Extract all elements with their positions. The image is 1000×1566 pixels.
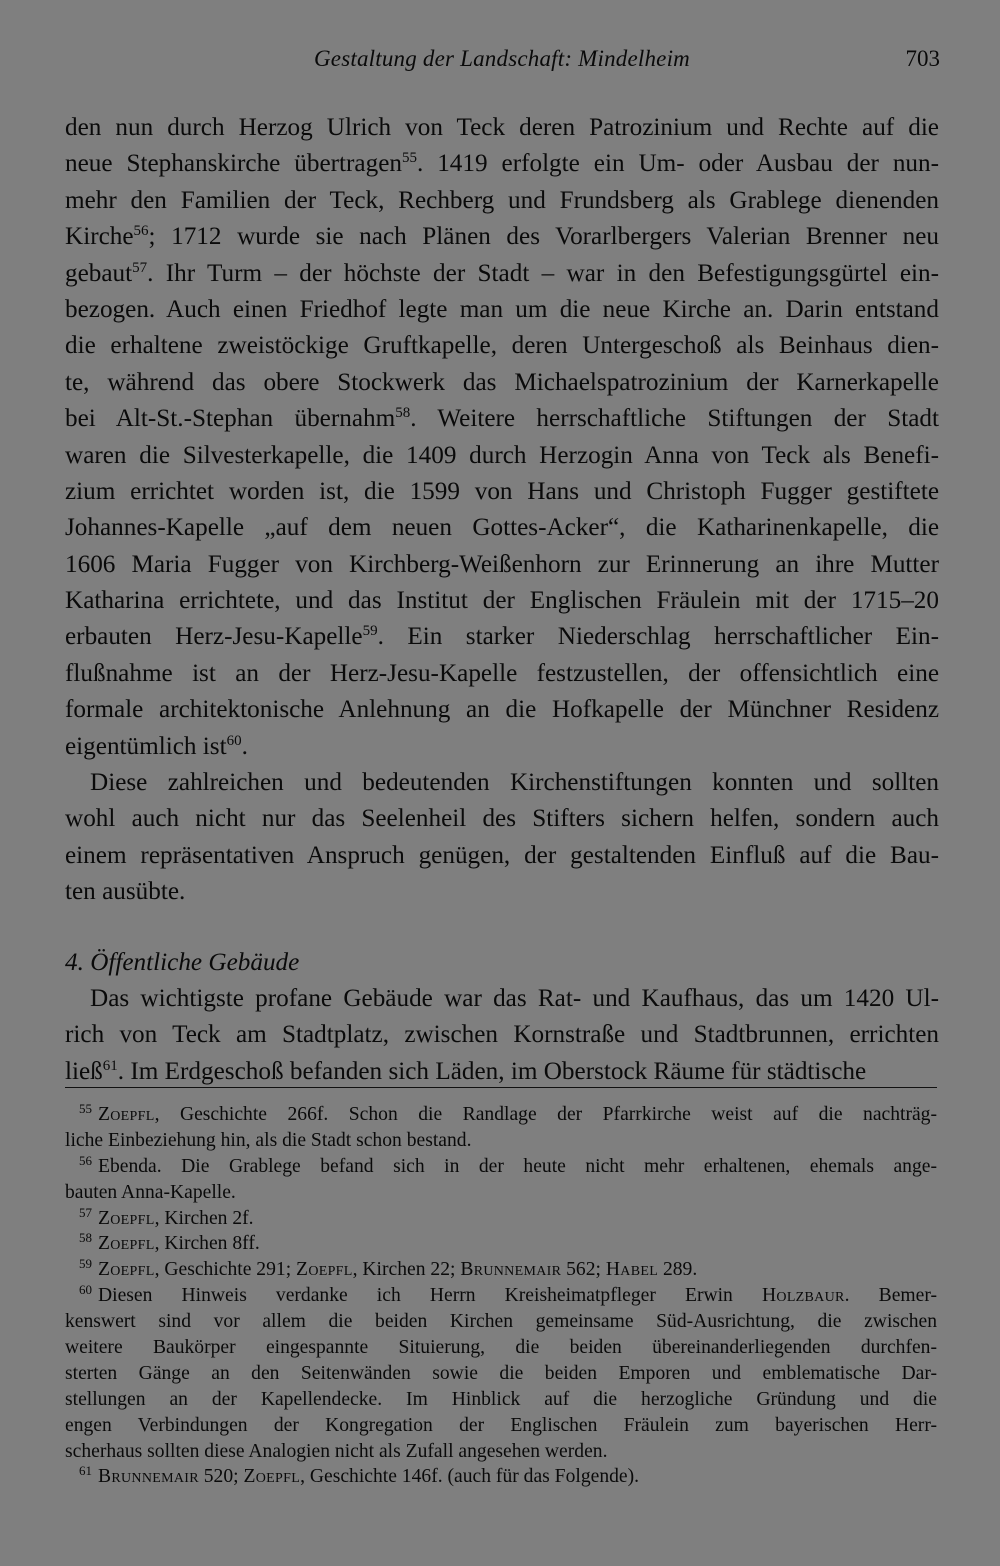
footnote-ref: 59 <box>362 623 378 640</box>
text-run: Katharina errichtete, und das Institut der Englischen Fräulein mit der 1715–20 <box>65 587 939 615</box>
footnotes <box>65 1102 937 1490</box>
footnote <box>65 1231 937 1257</box>
text-run: formale architektonische Anlehnung an die Hofkapelle der Münchner Residenz <box>65 696 939 724</box>
text-run: . Bemer- <box>844 1285 937 1307</box>
footnote <box>65 1206 937 1232</box>
text-line <box>65 146 939 182</box>
text-run: Ebenda. Die Grablege befand sich in der heute nicht mehr erhaltenen, ehemals ange- <box>98 1155 937 1177</box>
footnote-number: 59 <box>79 1256 92 1272</box>
text-run: bauten Anna-Kapelle. <box>65 1181 236 1203</box>
footnote-line <box>65 1231 937 1257</box>
text-run: rich von Teck am Stadtplatz, zwischen Kornstraße und Stadtbrunnen, errichten <box>65 1021 939 1049</box>
text-run: neue Stephanskirche übertragen <box>65 150 402 178</box>
footnote-line <box>65 1128 937 1154</box>
text-run: erbauten Herz-Jesu-Kapelle <box>65 623 363 651</box>
text-line <box>65 474 939 510</box>
text-line: Diese zahlreichen und bedeutenden Kirchenstiftungen konnten und sollten <box>90 769 939 797</box>
page-number: 703 <box>905 46 940 71</box>
text-run: , Geschichte 266f. Schon die Randlage der Pfarrkirche weist auf die nachträg- <box>154 1104 937 1125</box>
text-line <box>65 110 939 146</box>
footnote-line <box>65 1361 937 1387</box>
running-header <box>62 46 940 80</box>
footnote-ref: 60 <box>226 732 242 749</box>
footnote-ref: 61 <box>102 1057 118 1074</box>
footnote <box>65 1257 937 1283</box>
text-line <box>65 583 939 619</box>
footnote-line <box>65 1283 937 1309</box>
footnote-number: 58 <box>79 1230 92 1246</box>
text-run: Kirche <box>65 223 134 251</box>
footnote-rule <box>65 1087 937 1088</box>
text-run: Diesen Hinweis verdanke ich Herrn Kreisheimatpfleger Erwin <box>98 1285 762 1307</box>
text-run: 1606 Maria Fugger von Kirchberg-Weißenhorn zur Erinnerung an ihre Mutter <box>65 550 939 578</box>
author-name: Zoepfl <box>98 1233 155 1255</box>
footnote-line <box>65 1102 937 1128</box>
text-line <box>65 438 939 474</box>
text-run: 520; <box>198 1466 244 1488</box>
text-run: , Kirchen 2f. <box>154 1207 254 1229</box>
text-line <box>65 401 939 437</box>
footnote <box>65 1102 937 1154</box>
text-run: sterten Gänge an den Seitenwänden sowie die beiden Emporen und emblematische Dar- <box>65 1362 937 1384</box>
running-title: Gestaltung der Landschaft: Mindelheim <box>314 46 690 71</box>
author-name: Zoepfl <box>296 1259 353 1281</box>
author-name: Zoepfl <box>98 1104 155 1125</box>
footnote-line <box>65 1257 937 1283</box>
text-run: gebaut <box>65 259 133 287</box>
text-line <box>65 328 939 364</box>
text-line <box>65 729 939 765</box>
text-run: 562; <box>561 1259 606 1281</box>
text-line <box>65 219 939 255</box>
text-run: stellungen an der Kapellendecke. Im Hinblick auf die herzogliche Gründung und die <box>65 1388 937 1410</box>
text-run: mehr den Familien der Teck, Rechberg und Frundsberg als Grablege dienenden <box>65 186 939 214</box>
text-line <box>65 292 939 328</box>
text-line <box>65 1054 939 1090</box>
text-run: eigentümlich ist <box>65 732 227 760</box>
author-name: Holzbaur <box>761 1285 845 1307</box>
section-heading: 4. Öffentliche Gebäude <box>65 948 300 976</box>
text-line <box>65 692 939 728</box>
footnote-ref: 55 <box>401 150 417 167</box>
body-text <box>65 110 939 1090</box>
text-run: flußnahme ist an der Herz-Jesu-Kapelle festzustellen, der offensichtlich eine <box>65 659 939 687</box>
text-run: 289. <box>658 1259 698 1281</box>
footnote <box>65 1464 937 1490</box>
text-run: bezogen. Auch einen Friedhof legte man um die neue Kirche an. Darin entstand <box>65 295 939 323</box>
text-run: . Im Erdgeschoß befanden sich Läden, im Oberstock Räume für städtische <box>117 1057 867 1085</box>
footnote-line <box>65 1387 937 1413</box>
text-run: Johannes-Kapelle „auf dem neuen Gottes-Acker“, die Katharinenkapelle, die <box>65 514 939 542</box>
text-run: . <box>241 732 248 760</box>
footnote-number: 60 <box>79 1282 92 1298</box>
text-line <box>65 365 939 401</box>
text-line <box>65 619 939 655</box>
text-run: weitere Baukörper eingespannte Situierung, die beiden übereinanderliegenden durchfen- <box>65 1337 937 1359</box>
footnote <box>65 1283 937 1464</box>
author-name: Zoepfl <box>243 1466 301 1488</box>
text-run: scherhaus sollten diese Analogien nicht als Zufall angesehen werden. <box>65 1440 608 1462</box>
paragraph <box>65 765 939 911</box>
text-run: ließ <box>65 1057 103 1085</box>
footnote-number: 61 <box>79 1463 92 1479</box>
text-run: . Ihr Turm – der höchste der Stadt – war in den Befestigungsgürtel ein- <box>147 259 939 287</box>
footnote-line <box>65 1154 937 1180</box>
text-line <box>65 981 939 1017</box>
text-line <box>65 1017 939 1053</box>
text-run: liche Einbeziehung hin, als die Stadt schon bestand. <box>65 1129 472 1151</box>
text-run: engen Verbindungen der Kongregation der Englischen Fräulein zum bayerischen Herr- <box>65 1414 937 1436</box>
author-name: Habel <box>605 1259 659 1281</box>
text-line <box>65 510 939 546</box>
footnote-ref: 58 <box>395 405 411 422</box>
text-run: , Kirchen 22; <box>352 1259 461 1281</box>
section-gap <box>65 911 939 945</box>
text-run: . Ein starker Niederschlag herrschaftlicher Ein- <box>377 623 939 651</box>
footnote-number: 55 <box>79 1101 92 1116</box>
text-run: waren die Silvesterkapelle, die 1409 durch Herzogin Anna von Teck als Benefi- <box>65 441 939 469</box>
footnote-line <box>65 1464 937 1490</box>
text-line: einem repräsentativen Anspruch genügen, der gestaltenden Einfluß auf die Bau- <box>65 841 939 869</box>
footnote-number: 56 <box>79 1152 92 1168</box>
text-run: , Geschichte 146f. (auch für das Folgende). <box>300 1466 640 1488</box>
text-run: bei Alt-St.-Stephan übernahm <box>65 405 396 433</box>
text-run: Das wichtigste profane Gebäude war das Rat- und Kaufhaus, das um 1420 Ul- <box>90 984 939 1012</box>
footnote-ref: 57 <box>132 259 148 276</box>
text-line: wohl auch nicht nur das Seelenheil des Stifters sichern helfen, sondern auch <box>65 805 939 833</box>
footnote-number: 57 <box>79 1204 92 1220</box>
text-line: ten ausübte. <box>65 878 186 906</box>
author-name: Brunnemair <box>98 1466 199 1488</box>
paragraph <box>65 981 939 1090</box>
author-name: Zoepfl <box>98 1207 155 1229</box>
author-name: Brunnemair <box>460 1259 562 1281</box>
text-run: . Weitere herrschaftliche Stiftungen der Stadt <box>410 405 939 433</box>
footnote-line <box>65 1180 937 1206</box>
text-line <box>65 656 939 692</box>
footnote-line <box>65 1439 937 1465</box>
footnote-line <box>65 1335 937 1361</box>
footnote-ref: 56 <box>133 223 149 240</box>
text-line <box>65 183 939 219</box>
text-run: zium errichtet worden ist, die 1599 von Hans und Christoph Fugger gestiftete <box>65 477 939 505</box>
text-run: die erhaltene zweistöckige Gruftkapelle, deren Untergeschoß als Beinhaus dien- <box>65 332 939 360</box>
text-run: ; 1712 wurde sie nach Plänen des Vorarlbergers Valerian Brenner neu <box>148 223 939 251</box>
footnote <box>65 1154 937 1206</box>
text-line <box>65 547 939 583</box>
paragraph <box>65 110 939 765</box>
text-run: kenswert sind vor allem die beiden Kirchen gemeinsame Süd-Ausrichtung, die zwischen <box>65 1311 937 1333</box>
text-run: , Kirchen 8ff. <box>154 1233 260 1255</box>
footnote-line <box>65 1413 937 1439</box>
text-run: te, während das obere Stockwerk das Michaelspatrozinium der Karnerkapelle <box>65 368 939 396</box>
author-name: Zoepfl <box>98 1259 155 1281</box>
text-run: , Geschichte 291; <box>154 1259 297 1281</box>
footnote-line <box>65 1206 937 1232</box>
text-run: den nun durch Herzog Ulrich von Teck deren Patrozinium und Rechte auf die <box>65 114 939 141</box>
text-run: . 1419 erfolgte ein Um- oder Ausbau der nun- <box>416 150 939 178</box>
text-line <box>65 256 939 292</box>
footnote-line <box>65 1309 937 1335</box>
